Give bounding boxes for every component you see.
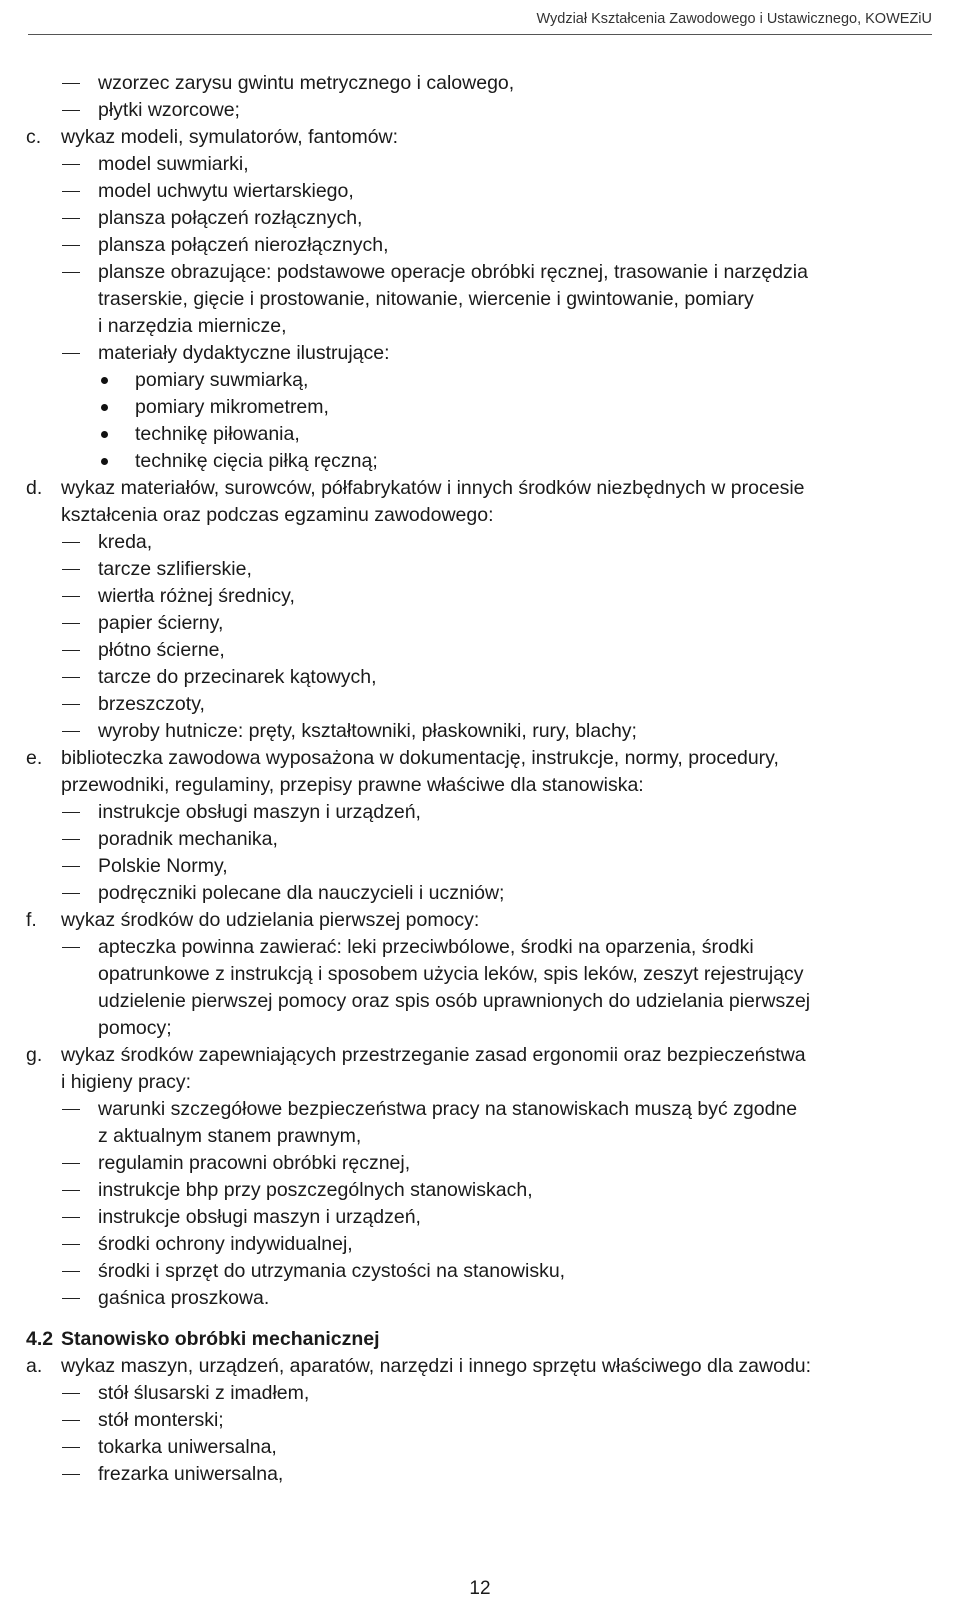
text-line <box>0 799 960 826</box>
dot-bullet-icon <box>101 431 108 438</box>
dash-bullet-icon <box>62 191 80 192</box>
dash-bullet-icon <box>62 1447 80 1448</box>
line-text: płytki wzorcowe; <box>98 99 240 121</box>
list-marker: e. <box>26 747 43 769</box>
running-header: Wydział Kształcenia Zawodowego i Ustawicznego, KOWEZiU <box>536 11 932 27</box>
text-line <box>0 205 960 232</box>
line-text: udzielenie pierwszej pomocy oraz spis osób uprawnionych do udzielania pierwszej <box>98 990 811 1012</box>
text-line <box>0 178 960 205</box>
text-line <box>0 826 960 853</box>
dash-bullet-icon <box>62 596 80 597</box>
dash-bullet-icon <box>62 1244 80 1245</box>
list-marker: f. <box>26 909 37 931</box>
text-line <box>0 1285 960 1312</box>
line-text: z aktualnym stanem prawnym, <box>98 1125 362 1147</box>
list-marker: a. <box>26 1355 43 1377</box>
dash-bullet-icon <box>62 731 80 732</box>
line-text: i higieny pracy: <box>61 1071 192 1093</box>
line-text: papier ścierny, <box>98 612 224 634</box>
list-marker: d. <box>26 477 43 499</box>
text-line <box>0 1069 960 1096</box>
text-line <box>0 1407 960 1434</box>
line-text: traserskie, gięcie i prostowanie, nitowanie, wiercenie i gwintowanie, pomiary <box>98 288 754 310</box>
page-number: 12 <box>469 1578 491 1599</box>
line-text: płótno ścierne, <box>98 639 225 661</box>
text-line <box>0 313 960 340</box>
dash-bullet-icon <box>62 1420 80 1421</box>
line-text: warunki szczegółowe bezpieczeństwa pracy na stanowiskach muszą być zgodne <box>98 1098 798 1120</box>
text-line <box>0 745 960 772</box>
text-line <box>0 421 960 448</box>
text-line <box>0 691 960 718</box>
line-text: poradnik mechanika, <box>98 828 278 850</box>
text-line <box>0 1204 960 1231</box>
dash-bullet-icon <box>62 1217 80 1218</box>
line-text: kreda, <box>98 531 153 553</box>
line-text: opatrunkowe z instrukcją i sposobem użycia leków, spis leków, zeszyt rejestrujący <box>98 963 804 985</box>
text-line <box>0 1380 960 1407</box>
line-text: wykaz modeli, symulatorów, fantomów: <box>61 126 399 148</box>
dash-bullet-icon <box>62 272 80 273</box>
dash-bullet-icon <box>62 1190 80 1191</box>
line-text: materiały dydaktyczne ilustrujące: <box>98 342 390 364</box>
text-line <box>0 853 960 880</box>
dash-bullet-icon <box>62 164 80 165</box>
line-text: pomiary mikrometrem, <box>135 396 329 418</box>
line-text: tarcze szlifierskie, <box>98 558 252 580</box>
text-line <box>0 70 960 97</box>
dash-bullet-icon <box>62 542 80 543</box>
dot-bullet-icon <box>101 458 108 465</box>
line-text: wykaz środków zapewniających przestrzeganie zasad ergonomii oraz bezpieczeństwa <box>61 1044 806 1066</box>
text-line <box>0 961 960 988</box>
text-line <box>0 97 960 124</box>
dash-bullet-icon <box>62 1298 80 1299</box>
line-text: wykaz materiałów, surowców, półfabrykatów i innych środków niezbędnych w procesie <box>61 477 805 499</box>
dash-bullet-icon <box>62 893 80 894</box>
dash-bullet-icon <box>62 677 80 678</box>
text-line <box>0 502 960 529</box>
line-text: środki ochrony indywidualnej, <box>98 1233 353 1255</box>
text-line <box>0 1096 960 1123</box>
text-line <box>0 448 960 475</box>
text-line <box>0 124 960 151</box>
line-text: instrukcje obsługi maszyn i urządzeń, <box>98 1206 421 1228</box>
list-marker: 4.2 <box>26 1328 54 1350</box>
dash-bullet-icon <box>62 1271 80 1272</box>
dash-bullet-icon <box>62 704 80 705</box>
text-line <box>0 529 960 556</box>
dash-bullet-icon <box>62 812 80 813</box>
text-line <box>0 556 960 583</box>
line-text: podręczniki polecane dla nauczycieli i uczniów; <box>98 882 505 904</box>
section-heading: Stanowisko obróbki mechanicznej <box>61 1328 380 1350</box>
line-text: biblioteczka zawodowa wyposażona w dokumentację, instrukcje, normy, procedury, <box>61 747 779 769</box>
text-line <box>0 1015 960 1042</box>
dash-bullet-icon <box>62 569 80 570</box>
line-text: pomiary suwmiarką, <box>135 369 309 391</box>
line-text: stół monterski; <box>98 1409 224 1431</box>
dot-bullet-icon <box>101 404 108 411</box>
line-text: plansza połączeń nierozłącznych, <box>98 234 389 256</box>
text-line <box>0 232 960 259</box>
text-line <box>0 367 960 394</box>
dash-bullet-icon <box>62 353 80 354</box>
dash-bullet-icon <box>62 866 80 867</box>
text-line <box>0 259 960 286</box>
dash-bullet-icon <box>62 839 80 840</box>
line-text: Polskie Normy, <box>98 855 228 877</box>
text-line <box>0 664 960 691</box>
text-line <box>0 934 960 961</box>
line-text: technikę cięcia piłką ręczną; <box>135 450 378 472</box>
text-line <box>0 475 960 502</box>
line-text: wyroby hutnicze: pręty, kształtowniki, płaskowniki, rury, blachy; <box>98 720 637 742</box>
text-line <box>0 880 960 907</box>
text-line <box>0 1461 960 1488</box>
text-line <box>0 1177 960 1204</box>
line-text: gaśnica proszkowa. <box>98 1287 270 1309</box>
line-text: wiertła różnej średnicy, <box>98 585 295 607</box>
text-line <box>0 286 960 313</box>
line-text: plansza połączeń rozłącznych, <box>98 207 363 229</box>
line-text: stół ślusarski z imadłem, <box>98 1382 310 1404</box>
text-line <box>0 1434 960 1461</box>
section-gap <box>0 1312 960 1326</box>
line-text: regulamin pracowni obróbki ręcznej, <box>98 1152 411 1174</box>
line-text: instrukcje bhp przy poszczególnych stanowiskach, <box>98 1179 533 1201</box>
document-body <box>0 70 960 1488</box>
text-line <box>0 610 960 637</box>
text-line <box>0 151 960 178</box>
text-line <box>0 1258 960 1285</box>
line-text: wykaz maszyn, urządzeń, aparatów, narzędzi i innego sprzętu właściwego dla zawodu: <box>61 1355 812 1377</box>
list-marker: c. <box>26 126 42 148</box>
line-text: model suwmiarki, <box>98 153 249 175</box>
line-text: środki i sprzęt do utrzymania czystości na stanowisku, <box>98 1260 566 1282</box>
dash-bullet-icon <box>62 1163 80 1164</box>
dot-bullet-icon <box>101 377 108 384</box>
text-line <box>0 1123 960 1150</box>
text-line <box>0 1353 960 1380</box>
line-text: pomocy; <box>98 1017 172 1039</box>
dash-bullet-icon <box>62 947 80 948</box>
line-text: instrukcje obsługi maszyn i urządzeń, <box>98 801 421 823</box>
line-text: wzorzec zarysu gwintu metrycznego i calowego, <box>98 72 515 94</box>
text-line <box>0 988 960 1015</box>
line-text: apteczka powinna zawierać: leki przeciwbólowe, środki na oparzenia, środki <box>98 936 754 958</box>
line-text: wykaz środków do udzielania pierwszej pomocy: <box>61 909 480 931</box>
dash-bullet-icon <box>62 83 80 84</box>
line-text: tarcze do przecinarek kątowych, <box>98 666 377 688</box>
dash-bullet-icon <box>62 110 80 111</box>
text-line <box>0 1150 960 1177</box>
text-line <box>0 907 960 934</box>
dash-bullet-icon <box>62 245 80 246</box>
dash-bullet-icon <box>62 1393 80 1394</box>
text-line <box>0 718 960 745</box>
line-text: model uchwytu wiertarskiego, <box>98 180 354 202</box>
text-line <box>0 637 960 664</box>
text-line <box>0 583 960 610</box>
line-text: tokarka uniwersalna, <box>98 1436 277 1458</box>
line-text: technikę piłowania, <box>135 423 300 445</box>
line-text: i narzędzia miernicze, <box>98 315 287 337</box>
dash-bullet-icon <box>62 218 80 219</box>
section-heading-line <box>0 1326 960 1353</box>
text-line <box>0 340 960 367</box>
dash-bullet-icon <box>62 623 80 624</box>
line-text: kształcenia oraz podczas egzaminu zawodowego: <box>61 504 494 526</box>
text-line <box>0 394 960 421</box>
list-marker: g. <box>26 1044 43 1066</box>
line-text: przewodniki, regulaminy, przepisy prawne właściwe dla stanowiska: <box>61 774 644 796</box>
text-line <box>0 1042 960 1069</box>
dash-bullet-icon <box>62 1109 80 1110</box>
text-line <box>0 772 960 799</box>
dash-bullet-icon <box>62 1474 80 1475</box>
dash-bullet-icon <box>62 650 80 651</box>
header-rule <box>28 34 932 35</box>
line-text: brzeszczoty, <box>98 693 205 715</box>
text-line <box>0 1231 960 1258</box>
line-text: plansze obrazujące: podstawowe operacje obróbki ręcznej, trasowanie i narzędzia <box>98 261 808 283</box>
line-text: frezarka uniwersalna, <box>98 1463 284 1485</box>
